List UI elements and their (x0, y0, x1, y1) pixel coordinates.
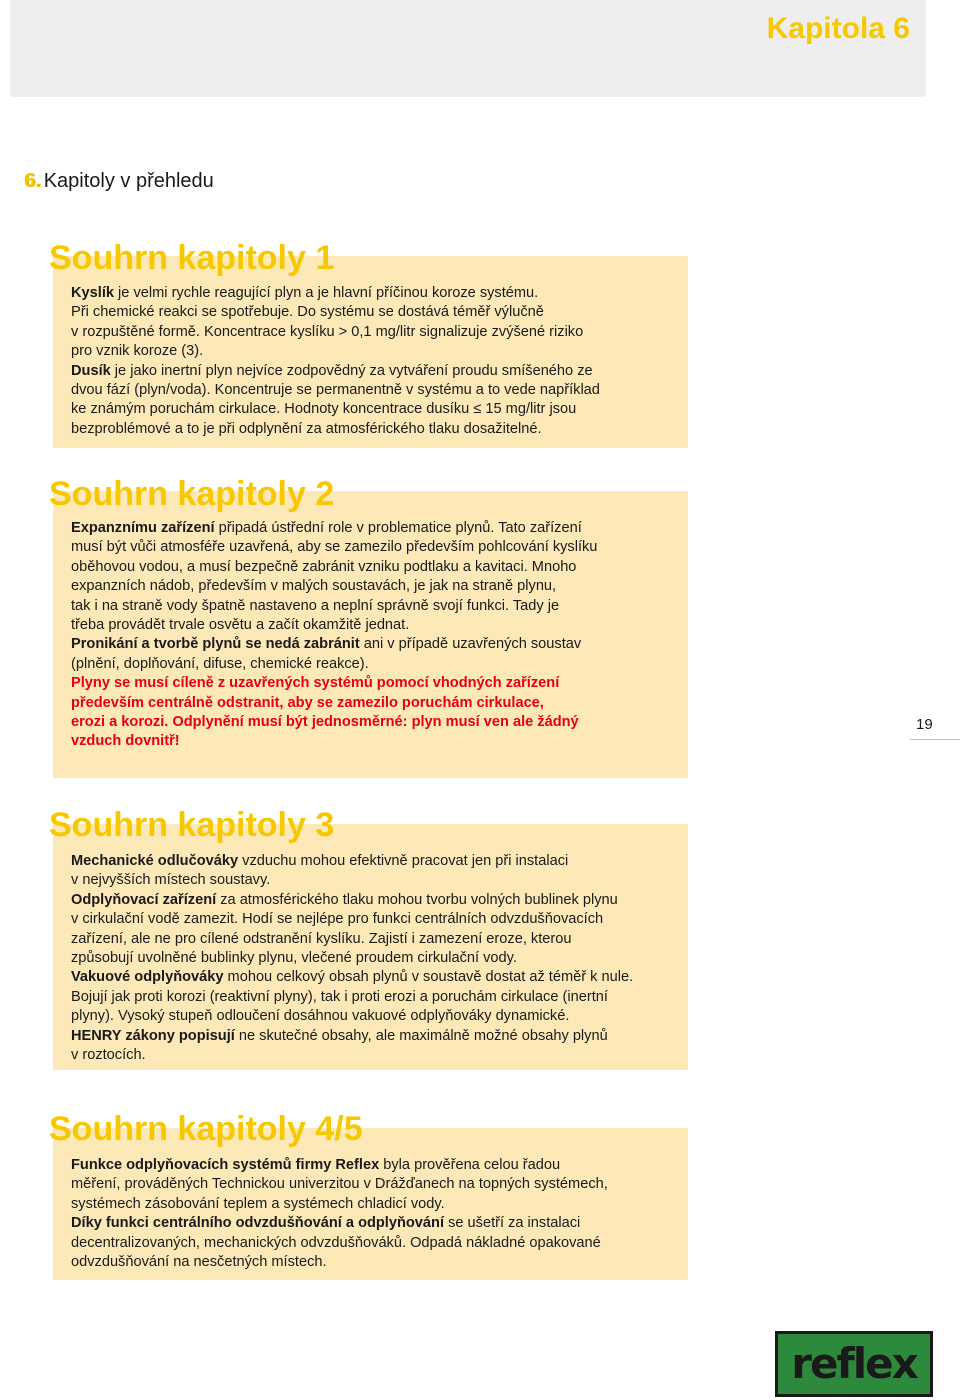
body-line (71, 732, 683, 751)
bold-term: Funkce odplyňovacích systémů firmy Reflex (71, 1157, 380, 1173)
red-emphasis: především centrálně odstranit, aby se zamezilo poruchám cirkulace, (71, 694, 544, 711)
text-run: měření, prováděných Technickou univerzitou v Drážďanech na topných systémech, (71, 1176, 608, 1193)
text-run: za atmosférického tlaku mohou tvorbu volných bublinek plynu (216, 891, 618, 908)
bold-term: Dusík (71, 362, 111, 379)
text-run: bezproblémové a to je při odplynění za atmosférického tlaku dosažitelné. (71, 420, 542, 437)
body-line (71, 694, 683, 713)
body-line (71, 1195, 683, 1214)
body-line (71, 1253, 683, 1272)
text-run: zařízení, ale ne pro cílené odstranění kyslíku. Zajistí i zamezení eroze, kterou (71, 930, 572, 947)
overview-number: 6. (24, 170, 41, 192)
body-line (71, 616, 683, 635)
text-run: ne skutečné obsahy, ale maximálně možné obsahy plynů (234, 1027, 608, 1044)
section-body-1 (71, 284, 683, 439)
body-line (71, 871, 683, 890)
text-run: třeba provádět trvale osvětu a začít okamžitě jednat. (71, 617, 410, 634)
body-line (71, 284, 683, 303)
body-line (71, 949, 683, 968)
text-run: systémech zásobování teplem a systémech chladicí vody. (71, 1195, 445, 1212)
bold-term: Pronikání a tvorbě plynů se nedá zabránit (71, 636, 360, 653)
section-title-4: Souhrn kapitoly 4/5 (49, 1110, 363, 1148)
text-run: decentralizovaných, mechanických odvzdušňováků. Odpadá nákladné opakované (71, 1234, 601, 1251)
text-run: vzduchu mohou efektivně pracovat jen při instalaci (238, 853, 569, 869)
body-line (71, 538, 683, 557)
bold-term: Vakuové odplyňováky (71, 969, 224, 986)
body-line (71, 1007, 683, 1026)
text-run: oběhovou vodou, a musí bezpečně zabránit vzniku podtlaku a kavitaci. Mnoho (71, 558, 577, 575)
reflex-logo (775, 1331, 933, 1397)
body-line (71, 381, 683, 400)
body-line (71, 1156, 683, 1175)
text-run: v rozpuštěné formě. Koncentrace kyslíku > 0,1 mg/litr signalizuje zvýšené riziko (71, 323, 584, 340)
section-title-2: Souhrn kapitoly 2 (49, 475, 335, 513)
text-run: pro vznik koroze (3). (71, 343, 204, 360)
body-line (71, 400, 683, 419)
section-body-4 (71, 1156, 683, 1272)
text-run: (plnění, doplňování, difuse, chemické reakce). (71, 655, 369, 672)
body-line (71, 930, 683, 949)
body-line (71, 577, 683, 596)
text-run: expanzních nádob, především v malých soustavách, je jak na straně plynu, (71, 578, 557, 595)
body-line (71, 1027, 683, 1046)
text-run: plyny). Vysoký stupeň odloučení dosáhnou vakuové odplyňováky dynamické. (71, 1008, 570, 1025)
bold-term: Expanznímu zařízení (71, 520, 215, 536)
text-run: je velmi rychle reagující plyn a je hlavní příčinou koroze systému. (114, 285, 539, 301)
body-line (71, 988, 683, 1007)
body-line (71, 558, 683, 577)
body-line (71, 713, 683, 732)
text-run: ani v případě uzavřených soustav (359, 636, 582, 653)
body-line (71, 852, 683, 871)
overview-heading (24, 170, 214, 193)
body-line (71, 1214, 683, 1233)
text-run: dvou fází (plyn/voda). Koncentruje se permanentně v systému a to vede například (71, 382, 600, 399)
text-run: Při chemické reakci se spotřebuje. Do systému se dostává téměř výlučně (71, 304, 544, 321)
bold-term: Mechanické odlučováky (71, 853, 239, 869)
body-line (71, 342, 683, 361)
body-line (71, 303, 683, 322)
body-line (71, 1175, 683, 1194)
body-line (71, 655, 683, 674)
text-run: připadá ústřední role v problematice plynů. Tato zařízení (214, 520, 582, 536)
text-run: musí být vůči atmosféře uzavřená, aby se zamezilo především pohlcování kyslíku (71, 539, 598, 556)
bold-term: HENRY zákony popisují (71, 1027, 235, 1044)
section-title-3: Souhrn kapitoly 3 (49, 806, 335, 844)
text-run: se ušetří za instalaci (444, 1215, 581, 1232)
body-line (71, 519, 683, 538)
red-emphasis: vzduch dovnitř! (71, 733, 180, 750)
text-run: byla prověřena celou řadou (379, 1157, 561, 1173)
body-line (71, 323, 683, 342)
section-body-2 (71, 519, 683, 752)
body-line (71, 674, 683, 693)
red-emphasis: erozi a korozi. Odplynění musí být jednosměrné: plyn musí ven ale žádný (71, 714, 579, 731)
text-run: odvzdušňování na nesčetných místech. (71, 1254, 327, 1271)
body-line (71, 635, 683, 654)
body-line (71, 910, 683, 929)
section-body-3 (71, 852, 683, 1065)
text-run: v cirkulační vodě zamezit. Hodí se nejlépe pro funkci centrálních odvzdušňovacích (71, 911, 604, 928)
body-line (71, 362, 683, 381)
logo-text: reflex (791, 1339, 917, 1388)
text-run: v roztocích. (71, 1047, 146, 1064)
page-number-rule (910, 739, 960, 740)
overview-title: Kapitoly v přehledu (43, 170, 214, 192)
page-number: 19 (916, 716, 933, 733)
body-line (71, 891, 683, 910)
body-line (71, 1234, 683, 1253)
text-run: způsobují uvolněné bublinky plynu, vlečené proudem cirkulační vody. (71, 950, 517, 967)
text-run: je jako inertní plyn nejvíce zodpovědný za vytváření proudu smíšeného ze (110, 362, 593, 379)
text-run: v nejvyšších místech soustavy. (71, 872, 271, 889)
bold-term: Kyslík (71, 285, 114, 301)
body-line (71, 968, 683, 987)
bold-term: Odplyňovací zařízení (71, 891, 217, 908)
body-line (71, 420, 683, 439)
text-run: ke známým poruchám cirkulace. Hodnoty koncentrace dusíku ≤ 15 mg/litr jsou (71, 401, 577, 418)
body-line (71, 1046, 683, 1065)
body-line (71, 597, 683, 616)
red-emphasis: Plyny se musí cíleně z uzavřených systémů pomocí vhodných zařízení (71, 675, 560, 692)
section-title-1: Souhrn kapitoly 1 (49, 239, 335, 277)
bold-term: Díky funkci centrálního odvzdušňování a odplyňování (71, 1215, 445, 1232)
chapter-label: Kapitola 6 (766, 12, 910, 45)
text-run: Bojují jak proti korozi (reaktivní plyny), tak i proti erozi a poruchám cirkulace (inertní (71, 988, 608, 1005)
text-run: mohou celkový obsah plynů v soustavě dostat až téměř k nule. (223, 969, 634, 986)
text-run: tak i na straně vody špatně nastaveno a neplní správně svojí funkci. Tady je (71, 597, 560, 614)
